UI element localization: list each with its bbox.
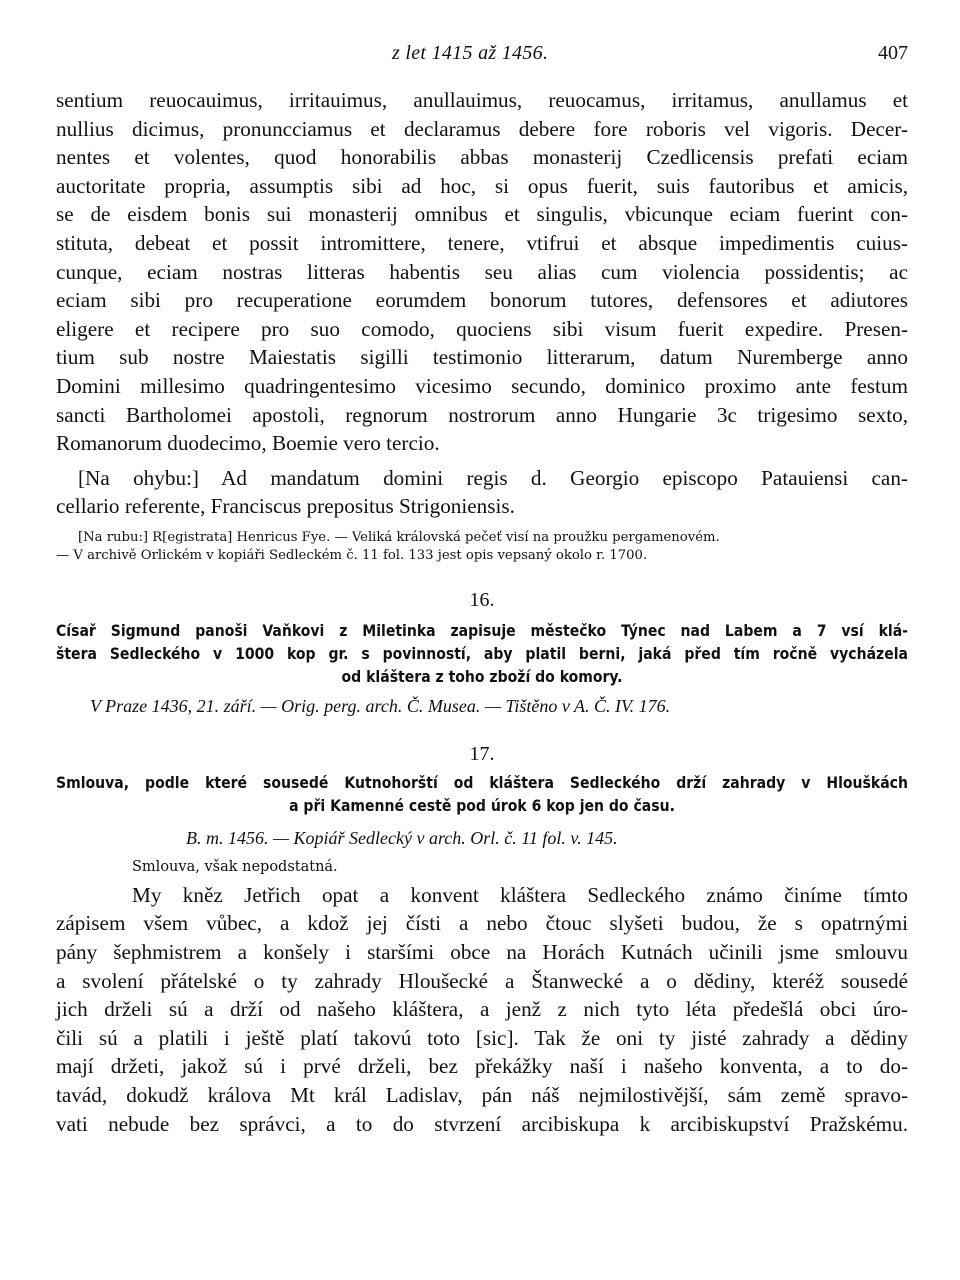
regest-line: štera Sedleckého v 1000 kop gr. s povinností, aby platil berni, jaká před tím ročně vycházela	[56, 644, 908, 663]
ohybu-note	[56, 464, 908, 521]
dating-line: B. m. 1456. — Kopiář Sedlecký v arch. Orl. č. 11 fol. v. 145.	[186, 827, 618, 848]
document-number: 17.	[469, 743, 495, 766]
note-rubu: [Na rubu:] R[egistrata] Henricus Fye. — Veliká královská pečeť visí na proužku pergamenovém.	[78, 529, 720, 545]
page-number: 407	[878, 42, 908, 64]
text-line: nentes et volentes, quod honorabilis abbas monasterij Czedlicensis prefati eciam	[56, 145, 908, 170]
text-line: tavád, dokudž králova Mt král Ladislav, pán náš nejmilostivější, sám země spravo-	[56, 1083, 908, 1108]
document-number: 16.	[469, 588, 495, 611]
text-line: tium sub nostre Maiestatis sigilli testimonio litterarum, datum Nuremberge anno	[56, 345, 908, 370]
text-line: se de eisdem bonis sui monasterij omnibus et singulis, vbicunque eciam fuerint con-	[56, 202, 908, 227]
page	[56, 38, 908, 1138]
regest	[56, 772, 908, 818]
regest-line: od kláštera z toho zboží do komory.	[341, 667, 623, 686]
note-archive: — V archivě Orlickém v kopiáři Sedleckém č. 11 fol. 133 jest opis vepsaný okolo r. 1700.	[56, 547, 648, 563]
page-header	[56, 38, 908, 78]
text-line: mají držeti, jakož sú i prvé drželi, bez překážky naší i našeho konventa, a to do-	[56, 1054, 908, 1079]
regest-line: Smlouva, podle které sousedé Kutnohorští od kláštera Sedleckého drží zahrady v Hlouškách	[56, 774, 908, 793]
text-line: nullius dicimus, pronuncciamus et declaramus debere fore roboris vel vigoris. Decer-	[56, 116, 908, 141]
text-line: a svolení přátelské o ty zahrady Hloušecké a Štanwecké a o dědiny, kteréž sousedé	[56, 968, 908, 993]
text-line: pány šephmistrem a konšely i staršími obce na Horách Kutnách učinili jsme smlouvu	[56, 940, 908, 965]
text-line: eciam sibi pro recuperatione eorumdem bonorum tutores, defensores et adiutores	[56, 288, 908, 313]
regest-line: a při Kamenné cestě pod úrok 6 kop jen do času.	[289, 797, 675, 816]
document-17	[56, 743, 908, 1138]
regest	[56, 620, 908, 688]
text-line: vati nebude bez správci, a to do stvrzení arcibiskupa k arcibiskupství Pražskému.	[56, 1111, 908, 1136]
dating-line: V Praze 1436, 21. září. — Orig. perg. arch. Č. Musea. — Tištěno v A. Č. IV. 176.	[90, 696, 671, 717]
text-line: čili sú a platili i ještě platí takovú toto [sic]. Tak že oni ty jisté zahrady a dědiny	[56, 1025, 908, 1050]
document-16	[56, 589, 908, 717]
text-line: sentium reuocauimus, irritauimus, anullauimus, reuocamus, irritamus, anullamus et	[56, 88, 908, 112]
text-line: [Na ohybu:] Ad mandatum domini regis d. Georgio episcopo Patauiensi can-	[78, 465, 908, 490]
text-line: My kněz Jetřich opat a konvent kláštera Sedleckého známo činíme tímto	[132, 882, 908, 907]
text-line: cellario referente, Franciscus prepositus Strigoniensis.	[56, 494, 515, 519]
text-line: jich drželi sú a drží od našeho kláštera, a jenž z nich tyto léta předešlá obci úro-	[56, 997, 908, 1022]
text-line: auctoritate propria, assumptis sibi ad hoc, si opus fuerit, suis fautoribus et amicis,	[56, 173, 908, 198]
text-line: zápisem všem vůbec, a kdož jej čísti a nebo čtouc slyšeti budou, že s opatrnými	[56, 911, 908, 936]
czech-text	[56, 881, 908, 1138]
document-label: Smlouva, však nepodstatná.	[132, 858, 338, 875]
charter-text	[56, 86, 908, 458]
text-line: stituta, debeat et possit intromittere, tenere, vtifrui et absque impedimentis cuius-	[56, 230, 908, 255]
running-title: z let 1415 až 1456.	[392, 42, 549, 64]
text-line: Domini millesimo quadringentesimo vicesimo secundo, dominico proximo ante festum	[56, 373, 908, 398]
text-line: sancti Bartholomei apostoli, regnorum nostrorum anno Hungarie 3c trigesimo sexto,	[56, 402, 908, 427]
text-line: eligere et recipere pro suo comodo, quociens sibi visum fuerit expedire. Presen-	[56, 316, 908, 341]
regest-line: Císař Sigmund panoši Vaňkovi z Miletinka zapisuje městečko Týnec nad Labem a 7 vsí klá-	[56, 621, 908, 640]
text-line: cunque, eciam nostras litteras habentis seu alias cum violencia possidentis; ac	[56, 259, 908, 284]
text-line: Romanorum duodecimo, Boemie vero tercio.	[56, 431, 440, 456]
